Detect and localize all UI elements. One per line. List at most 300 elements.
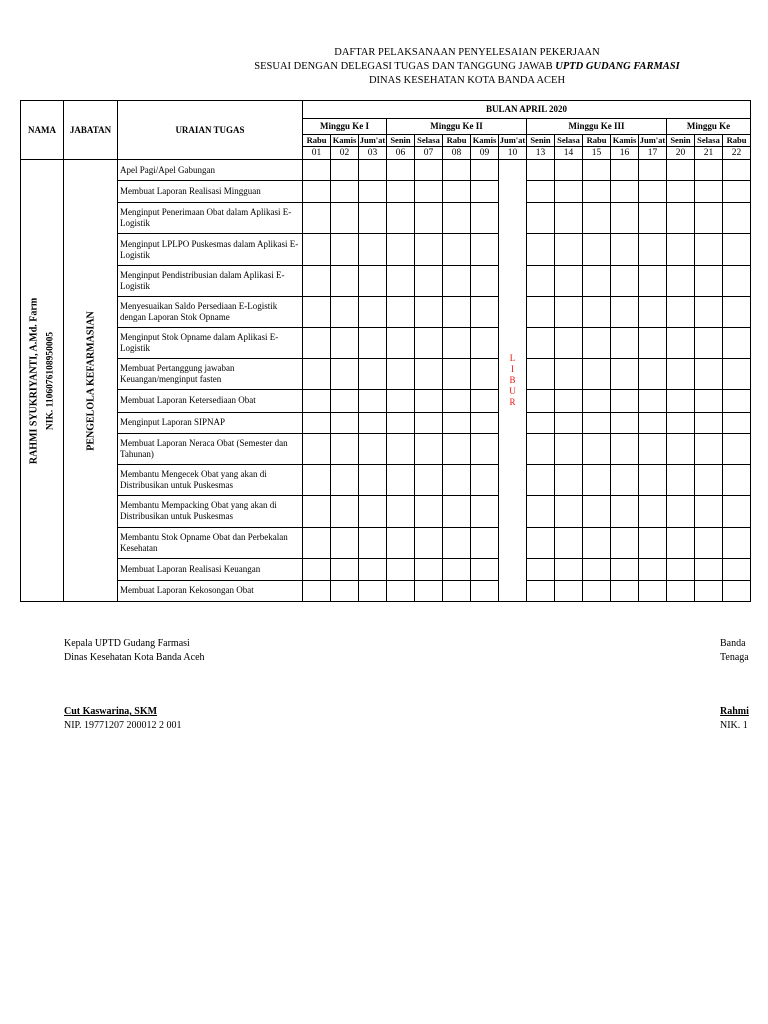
task-description: Apel Pagi/Apel Gabungan bbox=[118, 160, 303, 181]
day-cell bbox=[303, 203, 331, 234]
table-row bbox=[21, 266, 751, 297]
header-subtitle-prefix: SESUAI DENGAN DELEGASI TUGAS DAN TANGGUNG JAWAB bbox=[254, 61, 556, 72]
day-cell bbox=[667, 203, 695, 234]
day-cell bbox=[639, 495, 667, 527]
day-cell bbox=[471, 390, 499, 412]
day-cell bbox=[639, 558, 667, 580]
day-cell bbox=[303, 527, 331, 558]
day-cell bbox=[667, 181, 695, 203]
day-cell bbox=[331, 495, 359, 527]
day-cell bbox=[723, 580, 751, 601]
day-cell bbox=[611, 234, 639, 266]
table-row bbox=[21, 495, 751, 527]
day-name: Kamis bbox=[331, 135, 359, 147]
day-cell bbox=[611, 266, 639, 297]
day-cell bbox=[415, 181, 443, 203]
table-row bbox=[21, 160, 751, 181]
day-cell bbox=[443, 266, 471, 297]
day-cell bbox=[611, 558, 639, 580]
day-cell bbox=[667, 234, 695, 266]
day-number: 17 bbox=[639, 147, 667, 160]
day-cell bbox=[611, 527, 639, 558]
day-cell bbox=[471, 464, 499, 495]
day-cell bbox=[443, 359, 471, 390]
day-cell bbox=[583, 181, 611, 203]
task-description: Membantu Stok Opname Obat dan Perbekalan Kesehatan bbox=[118, 527, 303, 558]
day-cell bbox=[331, 359, 359, 390]
day-name: Senin bbox=[387, 135, 415, 147]
day-cell bbox=[555, 203, 583, 234]
day-number: 15 bbox=[583, 147, 611, 160]
week-header: Minggu Ke I bbox=[303, 119, 387, 135]
col-header-nama: NAMA bbox=[21, 101, 64, 160]
signer-right-title: Tenaga bbox=[720, 652, 749, 663]
day-cell bbox=[415, 464, 443, 495]
day-cell bbox=[527, 266, 555, 297]
day-cell bbox=[331, 297, 359, 328]
day-cell bbox=[695, 580, 723, 601]
day-name: Jum'at bbox=[499, 135, 526, 145]
day-cell bbox=[723, 234, 751, 266]
week-header: Minggu Ke II bbox=[387, 119, 527, 135]
day-cell bbox=[471, 297, 499, 328]
day-cell bbox=[359, 558, 387, 580]
day-cell bbox=[667, 527, 695, 558]
signer-right-place: Banda bbox=[720, 638, 746, 649]
day-cell bbox=[667, 297, 695, 328]
day-cell bbox=[415, 203, 443, 234]
day-cell bbox=[611, 328, 639, 359]
day-cell bbox=[331, 181, 359, 203]
day-cell bbox=[723, 181, 751, 203]
task-description: Menginput Laporan SIPNAP bbox=[118, 412, 303, 433]
day-cell bbox=[415, 328, 443, 359]
day-cell bbox=[443, 181, 471, 203]
day-cell bbox=[415, 160, 443, 181]
day-cell bbox=[387, 297, 415, 328]
day-cell bbox=[359, 359, 387, 390]
day-cell bbox=[527, 412, 555, 433]
day-number: 09 bbox=[471, 147, 499, 160]
day-cell bbox=[695, 464, 723, 495]
day-cell bbox=[695, 297, 723, 328]
day-cell bbox=[387, 558, 415, 580]
day-name: Senin bbox=[667, 135, 695, 147]
day-cell bbox=[667, 464, 695, 495]
table-row bbox=[21, 558, 751, 580]
day-cell bbox=[443, 328, 471, 359]
day-cell bbox=[555, 580, 583, 601]
schedule-table bbox=[20, 100, 751, 602]
day-cell bbox=[471, 160, 499, 181]
day-cell bbox=[527, 160, 555, 181]
col-header-jabatan: JABATAN bbox=[64, 101, 118, 160]
day-cell bbox=[387, 203, 415, 234]
day-number: 13 bbox=[527, 147, 555, 160]
day-cell bbox=[331, 203, 359, 234]
task-description: Menginput Penerimaan Obat dalam Aplikasi E-Logistik bbox=[118, 203, 303, 234]
day-name: Rabu bbox=[583, 135, 611, 147]
signer-left-title: Kepala UPTD Gudang Farmasi bbox=[64, 638, 190, 649]
day-cell bbox=[583, 234, 611, 266]
day-number: 06 bbox=[387, 147, 415, 160]
day-number: 02 bbox=[331, 147, 359, 160]
day-name: Jum'at bbox=[639, 135, 666, 145]
day-cell bbox=[359, 203, 387, 234]
day-cell bbox=[331, 266, 359, 297]
day-cell bbox=[695, 412, 723, 433]
day-cell bbox=[303, 580, 331, 601]
day-number: 20 bbox=[667, 147, 695, 160]
day-cell bbox=[639, 412, 667, 433]
day-number: 07 bbox=[415, 147, 443, 160]
day-cell bbox=[359, 297, 387, 328]
day-cell bbox=[415, 390, 443, 412]
day-cell bbox=[415, 558, 443, 580]
day-cell bbox=[359, 464, 387, 495]
day-cell bbox=[443, 297, 471, 328]
day-cell bbox=[667, 412, 695, 433]
libur-letter: I bbox=[511, 364, 514, 374]
day-cell bbox=[555, 181, 583, 203]
day-cell bbox=[303, 433, 331, 464]
day-cell bbox=[415, 297, 443, 328]
signer-left-nip: NIP. 19771207 200012 2 001 bbox=[64, 720, 182, 731]
day-cell bbox=[415, 359, 443, 390]
day-cell bbox=[331, 580, 359, 601]
day-cell bbox=[723, 297, 751, 328]
task-description: Membuat Laporan Ketersediaan Obat bbox=[118, 390, 303, 412]
libur-letter: L bbox=[509, 353, 516, 363]
day-cell bbox=[667, 160, 695, 181]
day-cell bbox=[723, 266, 751, 297]
day-cell bbox=[611, 412, 639, 433]
task-description: Membuat Laporan Kekosongan Obat bbox=[118, 580, 303, 601]
day-cell bbox=[443, 203, 471, 234]
table-row bbox=[21, 297, 751, 328]
day-cell bbox=[443, 495, 471, 527]
day-cell bbox=[387, 495, 415, 527]
day-cell bbox=[639, 359, 667, 390]
day-number: 10 bbox=[499, 147, 527, 160]
day-cell bbox=[527, 181, 555, 203]
day-name: Selasa bbox=[415, 135, 443, 147]
day-cell bbox=[471, 328, 499, 359]
day-cell bbox=[387, 390, 415, 412]
day-cell bbox=[527, 359, 555, 390]
day-cell bbox=[611, 359, 639, 390]
day-cell bbox=[639, 203, 667, 234]
day-number: 14 bbox=[555, 147, 583, 160]
day-cell bbox=[303, 359, 331, 390]
task-description: Menginput Stok Opname dalam Aplikasi E-Logistik bbox=[118, 328, 303, 359]
day-cell bbox=[331, 412, 359, 433]
day-cell bbox=[639, 160, 667, 181]
day-cell bbox=[359, 266, 387, 297]
day-cell bbox=[555, 558, 583, 580]
day-cell bbox=[387, 412, 415, 433]
day-cell bbox=[415, 266, 443, 297]
day-cell bbox=[471, 527, 499, 558]
day-cell bbox=[695, 558, 723, 580]
day-cell bbox=[527, 527, 555, 558]
day-cell bbox=[583, 433, 611, 464]
libur-cell bbox=[499, 160, 527, 602]
day-cell bbox=[611, 203, 639, 234]
day-cell bbox=[331, 433, 359, 464]
day-cell bbox=[527, 234, 555, 266]
header-institution: DINAS KESEHATAN KOTA BANDA ACEH bbox=[368, 75, 566, 86]
day-cell bbox=[471, 433, 499, 464]
day-cell bbox=[583, 266, 611, 297]
day-cell bbox=[639, 580, 667, 601]
day-number: 08 bbox=[443, 147, 471, 160]
day-cell bbox=[527, 297, 555, 328]
day-cell bbox=[415, 527, 443, 558]
day-cell bbox=[387, 234, 415, 266]
day-cell bbox=[303, 181, 331, 203]
day-cell bbox=[387, 433, 415, 464]
day-cell bbox=[583, 412, 611, 433]
day-cell bbox=[611, 390, 639, 412]
day-cell bbox=[583, 160, 611, 181]
day-cell bbox=[527, 495, 555, 527]
day-cell bbox=[415, 495, 443, 527]
day-cell bbox=[611, 580, 639, 601]
day-cell bbox=[527, 580, 555, 601]
day-cell bbox=[303, 297, 331, 328]
day-cell bbox=[527, 203, 555, 234]
day-number: 21 bbox=[695, 147, 723, 160]
day-cell bbox=[471, 412, 499, 433]
day-cell bbox=[695, 266, 723, 297]
day-name: Selasa bbox=[695, 135, 723, 147]
col-header-uraian: URAIAN TUGAS bbox=[118, 101, 303, 160]
day-cell bbox=[359, 390, 387, 412]
libur-letter: B bbox=[509, 375, 516, 385]
day-name: Rabu bbox=[303, 135, 331, 147]
day-name: Jum'at bbox=[359, 135, 386, 145]
day-name: Senin bbox=[527, 135, 555, 147]
day-cell bbox=[443, 234, 471, 266]
day-cell bbox=[555, 495, 583, 527]
day-cell bbox=[387, 464, 415, 495]
day-cell bbox=[331, 464, 359, 495]
day-cell bbox=[415, 580, 443, 601]
day-cell bbox=[443, 433, 471, 464]
day-cell bbox=[359, 495, 387, 527]
day-cell bbox=[639, 328, 667, 359]
day-cell bbox=[527, 433, 555, 464]
task-description: Menginput Pendistribusian dalam Aplikasi E-Logistik bbox=[118, 266, 303, 297]
table-row bbox=[21, 527, 751, 558]
day-cell bbox=[471, 234, 499, 266]
day-cell bbox=[555, 328, 583, 359]
day-cell bbox=[611, 181, 639, 203]
day-cell bbox=[639, 433, 667, 464]
nama-wrap bbox=[21, 160, 63, 601]
day-cell bbox=[639, 390, 667, 412]
day-name: Kamis bbox=[471, 135, 499, 147]
day-cell bbox=[303, 412, 331, 433]
libur-letter: R bbox=[509, 397, 516, 407]
task-description: Membuat Laporan Realisasi Mingguan bbox=[118, 181, 303, 203]
day-cell bbox=[303, 160, 331, 181]
day-cell bbox=[359, 412, 387, 433]
day-cell bbox=[723, 433, 751, 464]
jabatan-cell bbox=[64, 160, 118, 602]
day-cell bbox=[695, 203, 723, 234]
day-cell bbox=[359, 580, 387, 601]
day-cell bbox=[555, 266, 583, 297]
task-description: Menyesuaikan Saldo Persediaan E-Logistik dengan Laporan Stok Opname bbox=[118, 297, 303, 328]
day-cell bbox=[611, 433, 639, 464]
day-cell bbox=[555, 359, 583, 390]
signer-right-name: Rahmi bbox=[720, 706, 749, 717]
day-cell bbox=[583, 580, 611, 601]
day-cell bbox=[723, 495, 751, 527]
day-cell bbox=[583, 495, 611, 527]
day-number: 22 bbox=[723, 147, 751, 160]
header-title: DAFTAR PELAKSANAAN PENYELESAIAN PEKERJAAN bbox=[334, 47, 600, 58]
header-subtitle bbox=[0, 60, 768, 73]
employee-nik: NIK. 1106076108950005 bbox=[45, 331, 56, 430]
day-cell bbox=[611, 495, 639, 527]
signer-left-office: Dinas Kesehatan Kota Banda Aceh bbox=[64, 652, 205, 663]
day-cell bbox=[471, 266, 499, 297]
day-cell bbox=[331, 527, 359, 558]
day-cell bbox=[639, 181, 667, 203]
libur-letter: U bbox=[509, 386, 516, 396]
day-cell bbox=[723, 464, 751, 495]
day-cell bbox=[611, 160, 639, 181]
day-cell bbox=[331, 234, 359, 266]
day-cell bbox=[331, 390, 359, 412]
day-cell bbox=[359, 433, 387, 464]
table-row bbox=[21, 464, 751, 495]
day-cell bbox=[695, 390, 723, 412]
day-cell bbox=[695, 160, 723, 181]
day-cell bbox=[527, 328, 555, 359]
day-cell bbox=[471, 580, 499, 601]
day-cell bbox=[723, 328, 751, 359]
day-cell bbox=[303, 495, 331, 527]
day-cell bbox=[471, 203, 499, 234]
day-cell bbox=[583, 359, 611, 390]
signer-right-nik: NIK. 1 bbox=[720, 720, 748, 731]
day-cell bbox=[695, 234, 723, 266]
day-cell bbox=[387, 328, 415, 359]
day-name: Rabu bbox=[443, 135, 471, 147]
day-cell bbox=[331, 160, 359, 181]
day-cell bbox=[667, 495, 695, 527]
day-cell bbox=[723, 390, 751, 412]
day-cell bbox=[303, 390, 331, 412]
day-cell bbox=[359, 328, 387, 359]
day-cell bbox=[387, 266, 415, 297]
day-cell bbox=[667, 266, 695, 297]
day-cell bbox=[415, 412, 443, 433]
day-cell bbox=[527, 464, 555, 495]
day-cell bbox=[723, 527, 751, 558]
day-cell bbox=[555, 160, 583, 181]
day-cell bbox=[443, 580, 471, 601]
day-cell bbox=[359, 160, 387, 181]
day-cell bbox=[695, 181, 723, 203]
day-cell bbox=[303, 464, 331, 495]
day-cell bbox=[443, 160, 471, 181]
day-cell bbox=[471, 495, 499, 527]
day-cell bbox=[443, 558, 471, 580]
table-row bbox=[21, 359, 751, 390]
jabatan-wrap bbox=[64, 160, 117, 601]
day-cell bbox=[415, 234, 443, 266]
task-description: Membantu Mempacking Obat yang akan di Distribusikan untuk Puskesmas bbox=[118, 495, 303, 527]
day-cell bbox=[555, 464, 583, 495]
header-subtitle-emphasis: UPTD GUDANG FARMASI bbox=[555, 61, 680, 72]
day-cell bbox=[667, 433, 695, 464]
day-cell bbox=[583, 203, 611, 234]
table-row bbox=[21, 433, 751, 464]
employee-name: RAHMI SYUKRIYANTI, A.Md. Farm bbox=[28, 297, 40, 464]
day-cell bbox=[471, 558, 499, 580]
day-cell bbox=[555, 297, 583, 328]
day-cell bbox=[387, 160, 415, 181]
day-cell bbox=[695, 359, 723, 390]
day-cell bbox=[443, 527, 471, 558]
day-cell bbox=[331, 328, 359, 359]
day-cell bbox=[359, 181, 387, 203]
day-cell bbox=[667, 390, 695, 412]
day-cell bbox=[611, 464, 639, 495]
day-cell bbox=[415, 433, 443, 464]
table-row bbox=[21, 181, 751, 203]
day-cell bbox=[723, 203, 751, 234]
task-description: Membantu Mengecek Obat yang akan di Distribusikan untuk Puskesmas bbox=[118, 464, 303, 495]
day-cell bbox=[443, 464, 471, 495]
day-cell bbox=[527, 558, 555, 580]
day-cell bbox=[387, 527, 415, 558]
day-cell bbox=[303, 328, 331, 359]
day-name: Kamis bbox=[611, 135, 639, 147]
table-row bbox=[21, 580, 751, 601]
day-cell bbox=[667, 359, 695, 390]
day-cell bbox=[695, 433, 723, 464]
day-cell bbox=[723, 412, 751, 433]
table-row bbox=[21, 412, 751, 433]
day-cell bbox=[611, 297, 639, 328]
day-cell bbox=[695, 495, 723, 527]
day-cell bbox=[639, 527, 667, 558]
table-row bbox=[21, 234, 751, 266]
day-number: 16 bbox=[611, 147, 639, 160]
day-cell bbox=[583, 390, 611, 412]
day-cell bbox=[639, 297, 667, 328]
day-cell bbox=[555, 390, 583, 412]
day-cell bbox=[723, 558, 751, 580]
day-cell bbox=[443, 412, 471, 433]
day-cell bbox=[443, 390, 471, 412]
day-cell bbox=[555, 412, 583, 433]
task-description: Membuat Pertanggung jawaban Keuangan/menginput fasten bbox=[118, 359, 303, 390]
day-cell bbox=[359, 234, 387, 266]
day-cell bbox=[387, 580, 415, 601]
day-cell bbox=[303, 266, 331, 297]
signer-left-name: Cut Kaswarina, SKM bbox=[64, 706, 158, 717]
week-header: Minggu Ke III bbox=[527, 119, 667, 135]
day-cell bbox=[471, 181, 499, 203]
day-cell bbox=[527, 390, 555, 412]
